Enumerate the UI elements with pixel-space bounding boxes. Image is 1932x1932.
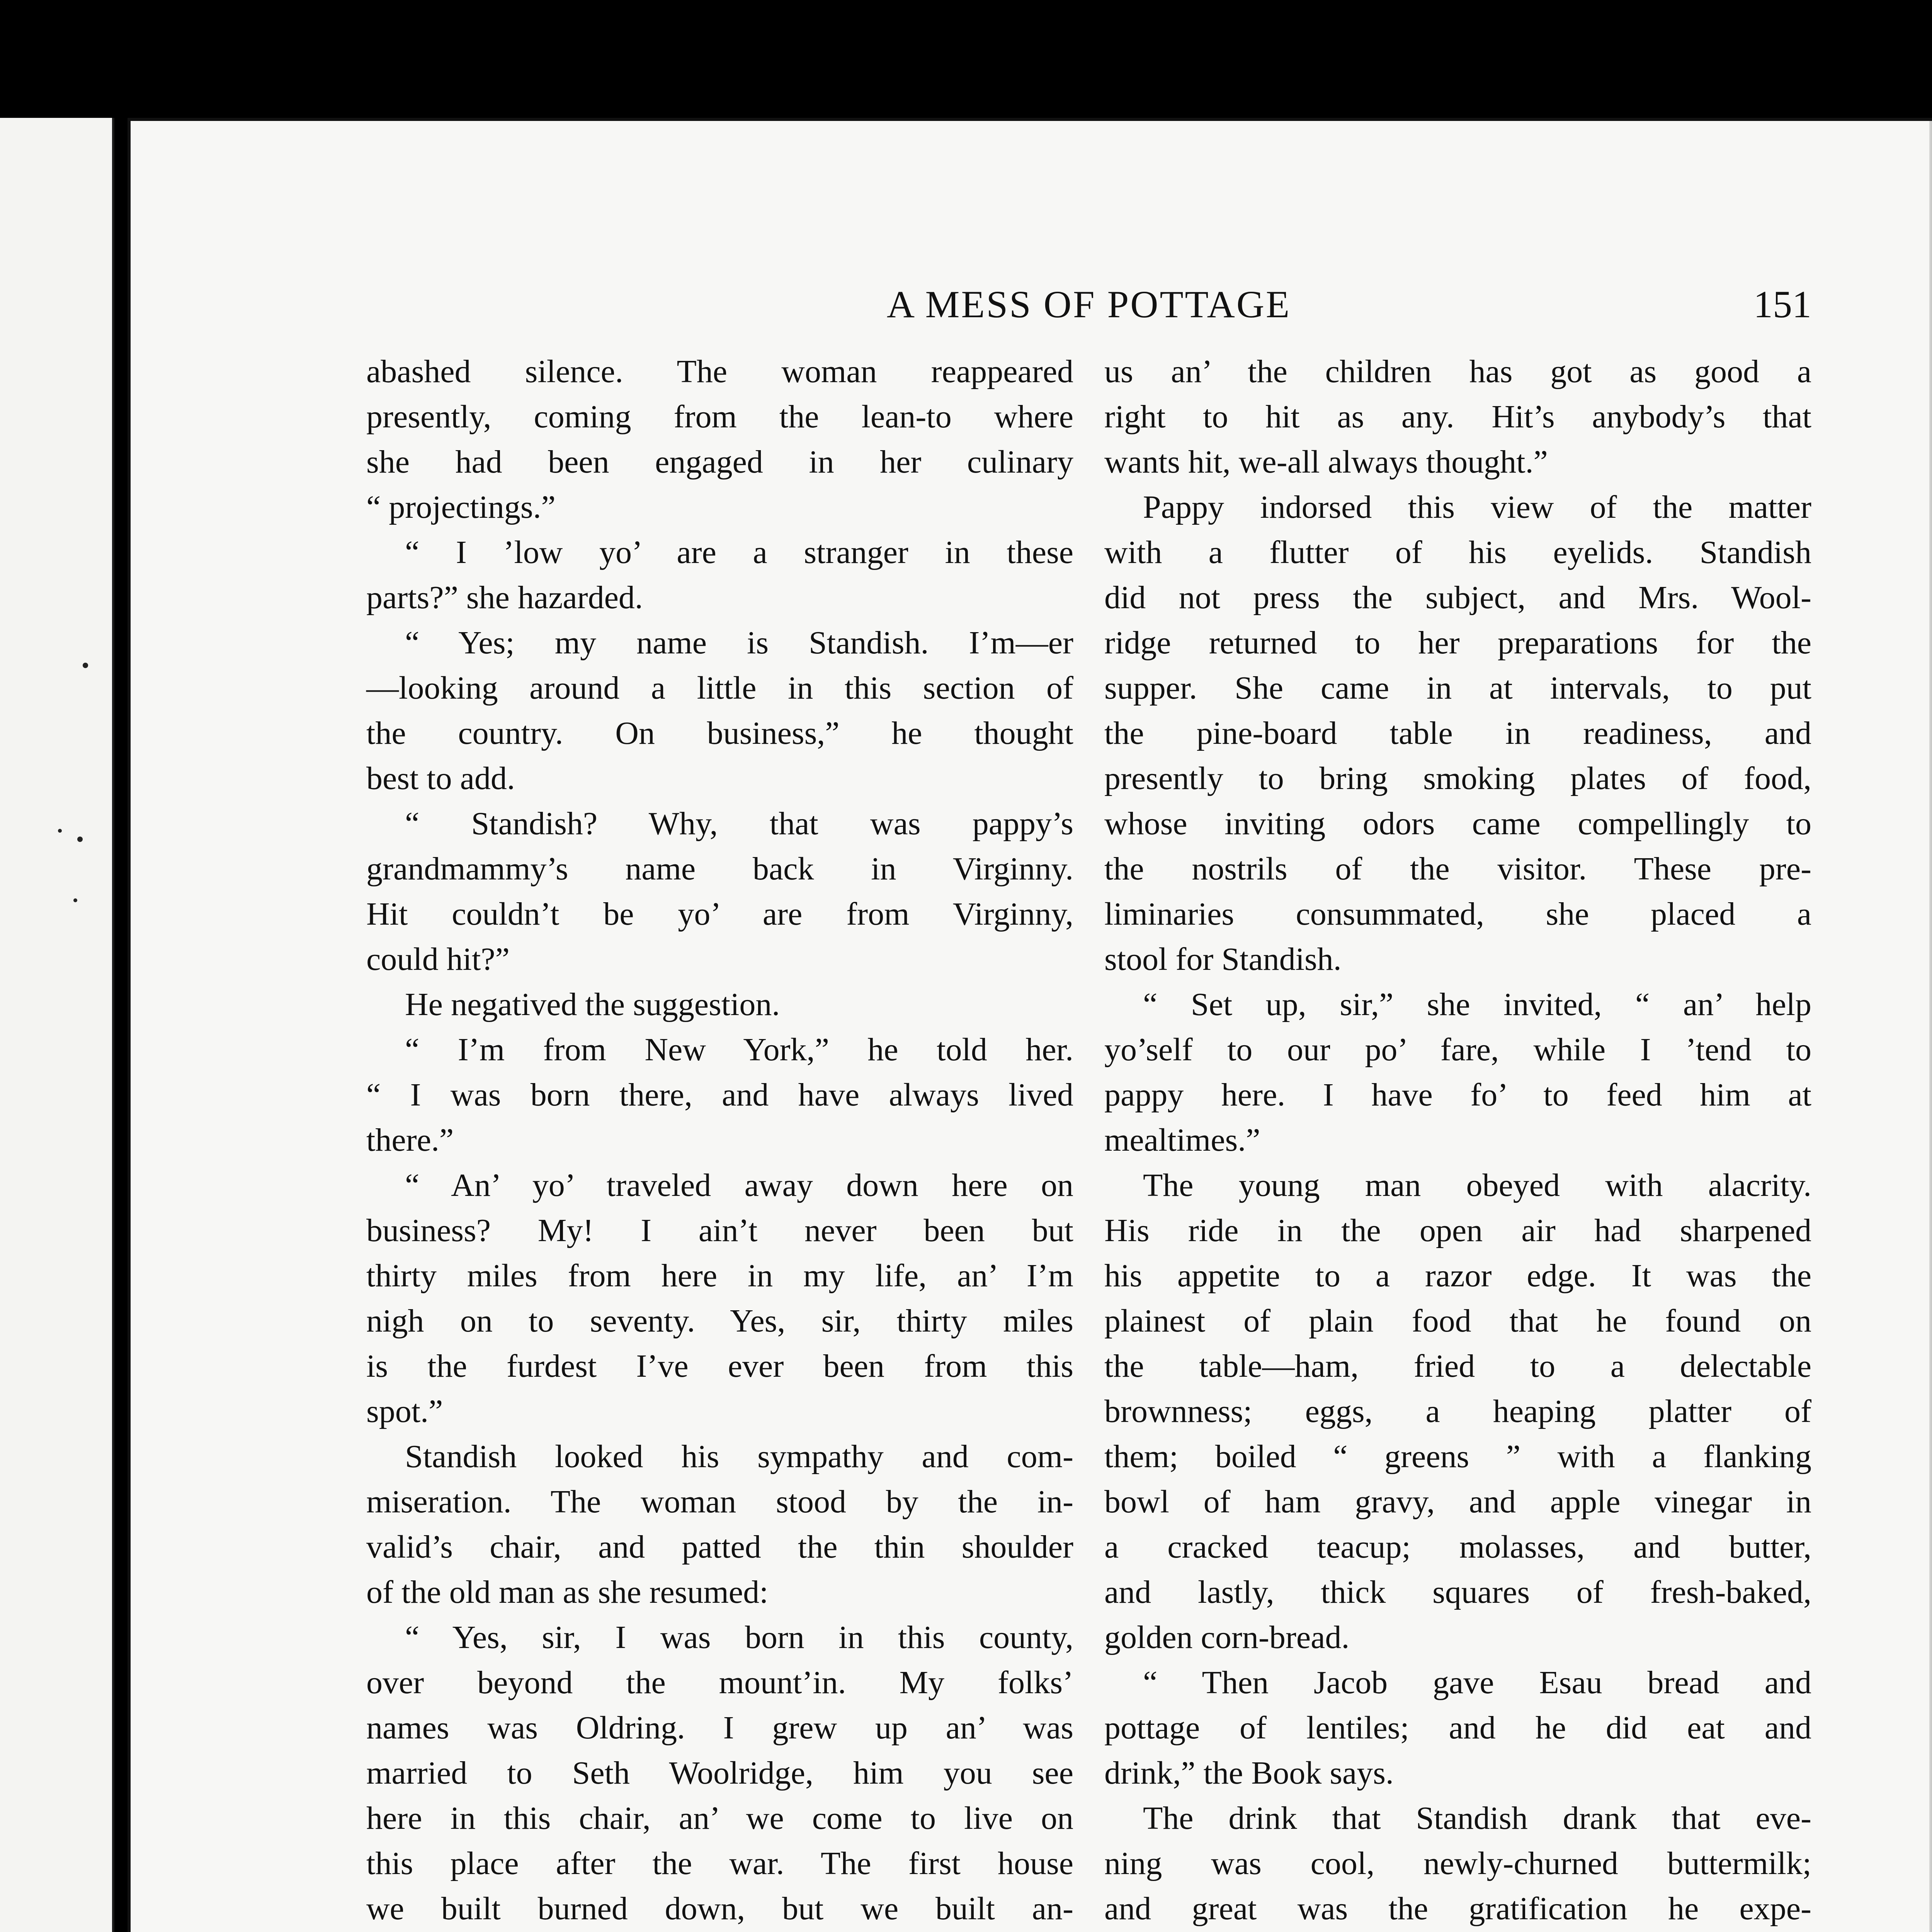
text-line: presently to bring smoking plates of food, xyxy=(1104,760,1811,796)
text-line: is the furdest I’ve ever been from this xyxy=(366,1348,1073,1384)
text-line: names was Oldring. I grew up an’ was xyxy=(366,1710,1073,1746)
text-line: nigh on to seventy. Yes, sir, thirty miles xyxy=(366,1303,1073,1339)
text-line: business? My! I ain’t never been but xyxy=(366,1213,1073,1248)
text-line: golden corn-bread. xyxy=(1104,1619,1350,1655)
text-line: ridge returned to her preparations for the xyxy=(1104,625,1811,661)
text-line: “ I was born there, and have always lived xyxy=(366,1077,1073,1113)
text-line: the nostrils of the visitor. These pre- xyxy=(1104,851,1811,887)
text-line: spot.” xyxy=(366,1393,443,1429)
ink-speck xyxy=(77,837,83,842)
text-line: The young man obeyed with alacrity. xyxy=(1143,1167,1811,1203)
text-line: whose inviting odors came compellingly to xyxy=(1104,806,1811,842)
text-line: right to hit as any. Hit’s anybody’s that xyxy=(1104,399,1811,435)
text-line: pottage of lentiles; and he did eat and xyxy=(1104,1710,1811,1746)
running-title: A MESS OF POTTAGE xyxy=(886,283,1291,326)
facing-page-edge xyxy=(0,118,114,1932)
text-line: “ Set up, sir,” she invited, “ an’ help xyxy=(1143,986,1811,1022)
text-line: a cracked teacup; molasses, and butter, xyxy=(1104,1529,1811,1565)
text-line: drink,” the Book says. xyxy=(1104,1755,1394,1791)
book-page xyxy=(128,118,1932,1932)
text-line: could hit?” xyxy=(366,941,510,977)
text-column-right xyxy=(1104,349,1811,1932)
text-line: the table—ham, fried to a delectable xyxy=(1104,1348,1811,1384)
text-line: Standish looked his sympathy and com- xyxy=(405,1439,1073,1475)
text-line: The drink that Standish drank that eve- xyxy=(1143,1800,1811,1836)
page-header xyxy=(366,274,1811,335)
text-line: and lastly, thick squares of fresh-baked, xyxy=(1104,1574,1811,1610)
text-line: we built burned down, but we built an- xyxy=(366,1891,1073,1927)
text-line: “ Then Jacob gave Esau bread and xyxy=(1143,1665,1811,1701)
text-line: “ projectings.” xyxy=(366,489,556,525)
text-line: “ Yes; my name is Standish. I’m—er xyxy=(405,625,1073,661)
text-line: his appetite to a razor edge. It was the xyxy=(1104,1258,1811,1294)
text-line: “ Standish? Why, that was pappy’s xyxy=(405,806,1073,842)
text-line: stool for Standish. xyxy=(1104,941,1342,977)
text-line: this place after the war. The first house xyxy=(366,1845,1073,1881)
text-line: with a flutter of his eyelids. Standish xyxy=(1104,534,1811,570)
ink-speck xyxy=(83,663,88,668)
text-line: “ I ’low yo’ are a stranger in these xyxy=(405,534,1073,570)
ink-speck xyxy=(73,898,77,902)
text-line: wants hit, we-all always thought.” xyxy=(1104,444,1548,480)
text-line: best to add. xyxy=(366,760,515,796)
text-line: did not press the subject, and Mrs. Wool- xyxy=(1104,580,1811,616)
text-line: —looking around a little in this section of xyxy=(366,670,1073,706)
text-line: here in this chair, an’ we come to live on xyxy=(366,1800,1073,1836)
text-line: Hit couldn’t be yo’ are from Virginny, xyxy=(366,896,1073,932)
text-line: yo’self to our po’ fare, while I ’tend to xyxy=(1104,1032,1811,1068)
text-line: us an’ the children has got as good a xyxy=(1104,354,1811,389)
text-line: supper. She came in at intervals, to put xyxy=(1104,670,1811,706)
text-line: brownness; eggs, a heaping platter of xyxy=(1104,1393,1811,1429)
text-line: the country. On business,” he thought xyxy=(366,715,1073,751)
page-shadow-edge xyxy=(1929,121,1932,1932)
text-column-left xyxy=(366,349,1073,1932)
text-line: ning was cool, newly-churned buttermilk; xyxy=(1104,1845,1811,1881)
text-line: married to Seth Woolridge, him you see xyxy=(366,1755,1073,1791)
text-line: liminaries consummated, she placed a xyxy=(1104,896,1811,932)
page-number: 151 xyxy=(1753,283,1811,326)
text-line: and great was the gratification he expe- xyxy=(1104,1891,1811,1927)
text-line: she had been engaged in her culinary xyxy=(366,444,1073,480)
text-line: of the old man as she resumed: xyxy=(366,1574,769,1610)
text-line: presently, coming from the lean-to where xyxy=(366,399,1073,435)
text-line: “ I’m from New York,” he told her. xyxy=(405,1032,1073,1068)
text-line: His ride in the open air had sharpened xyxy=(1104,1213,1811,1248)
text-line: pappy here. I have fo’ to feed him at xyxy=(1104,1077,1811,1113)
text-line: over beyond the mount’in. My folks’ xyxy=(366,1665,1073,1701)
text-line: plainest of plain food that he found on xyxy=(1104,1303,1811,1339)
text-line: mealtimes.” xyxy=(1104,1122,1260,1158)
text-line: He negatived the suggestion. xyxy=(405,986,780,1022)
text-line: abashed silence. The woman reappeared xyxy=(366,354,1073,389)
ink-speck xyxy=(58,829,62,833)
text-line: Pappy indorsed this view of the matter xyxy=(1143,489,1811,525)
text-line: “ An’ yo’ traveled away down here on xyxy=(405,1167,1073,1203)
text-line: parts?” she hazarded. xyxy=(366,580,643,616)
text-line: them; boiled “ greens ” with a flanking xyxy=(1104,1439,1811,1475)
text-line: miseration. The woman stood by the in- xyxy=(366,1484,1073,1520)
text-line: valid’s chair, and patted the thin shoulder xyxy=(366,1529,1073,1565)
text-line: bowl of ham gravy, and apple vinegar in xyxy=(1104,1484,1811,1520)
text-line: the pine-board table in readiness, and xyxy=(1104,715,1811,751)
text-line: grandmammy’s name back in Virginny. xyxy=(366,851,1073,887)
text-line: “ Yes, sir, I was born in this county, xyxy=(405,1619,1073,1655)
text-line: there.” xyxy=(366,1122,454,1158)
text-line: thirty miles from here in my life, an’ I’m xyxy=(366,1258,1073,1294)
